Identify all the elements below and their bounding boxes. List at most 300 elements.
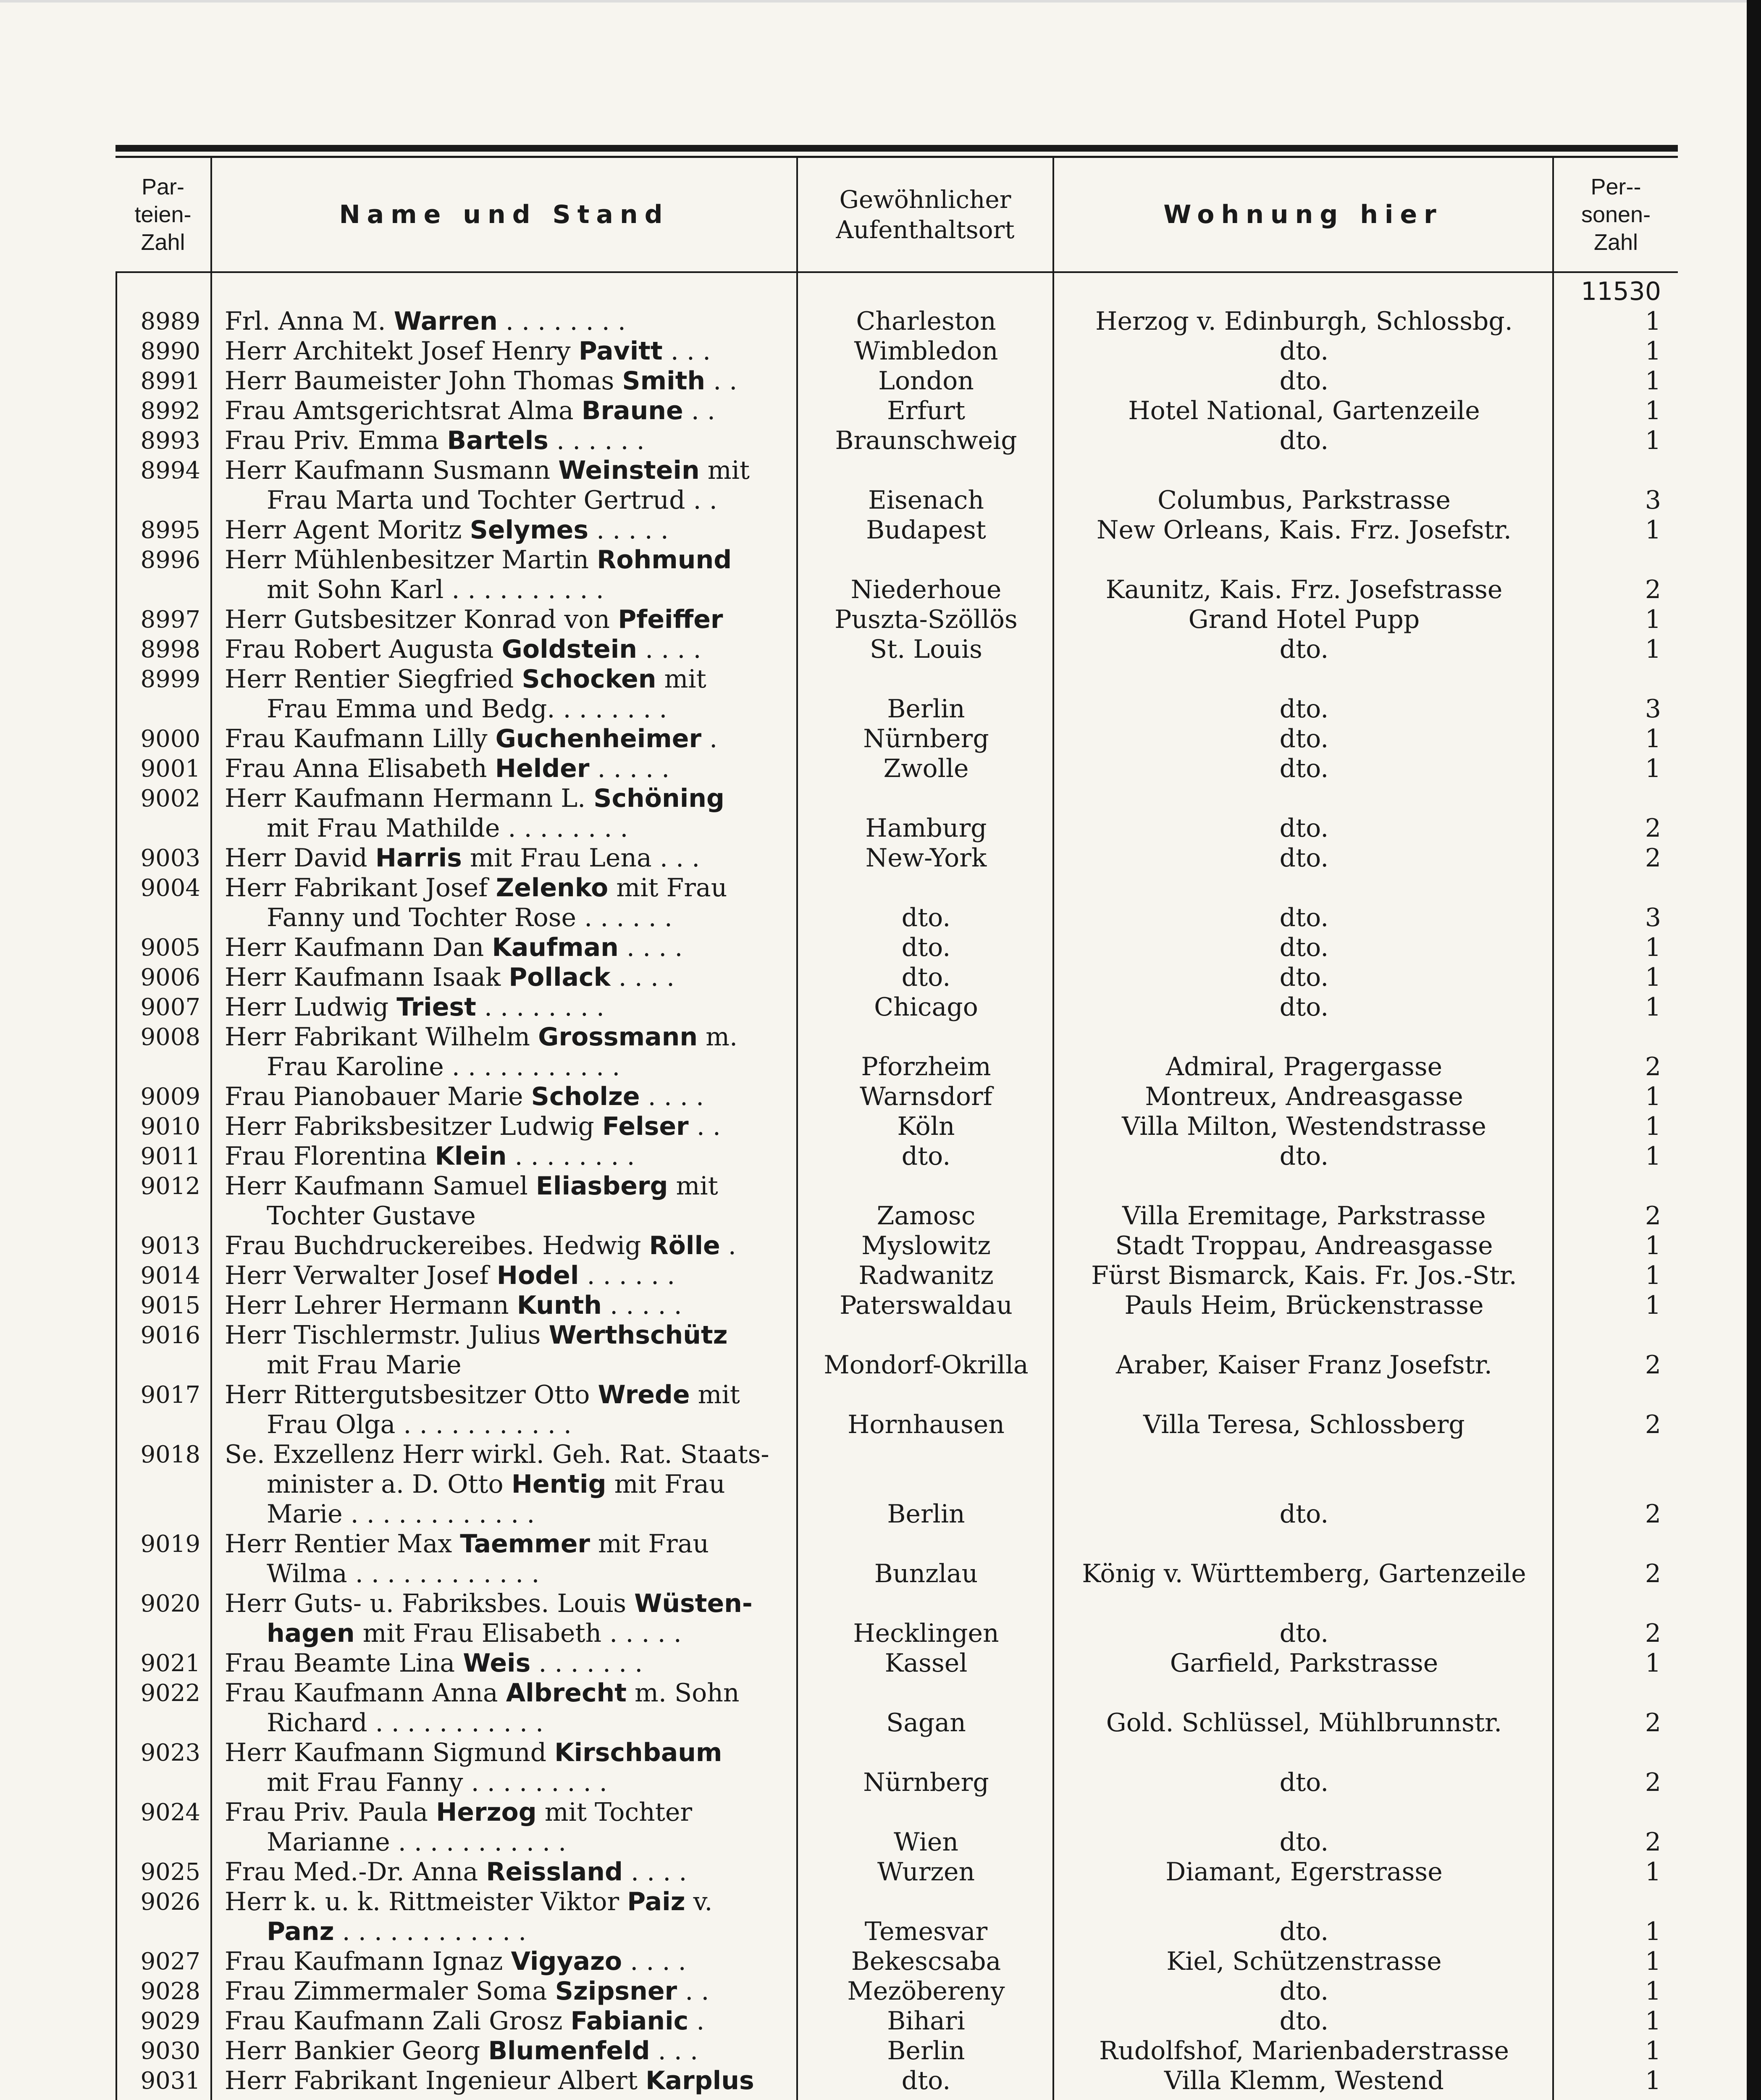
local-address: dto. (1279, 1827, 1329, 1857)
local-address: Montreux, Andreasgasse (1145, 1082, 1463, 1111)
surname: Grossmann (538, 1022, 698, 1052)
name-suffix: . . . . . . . (530, 1648, 643, 1678)
register-row (115, 545, 1678, 575)
register-row (115, 754, 1678, 784)
party-number (115, 1827, 212, 1857)
name-suffix: mit Frau Elisabeth . . . . . (354, 1619, 682, 1648)
surname: Kirschbaum (554, 1738, 722, 1767)
register-row (115, 2006, 1678, 2036)
carry-over-total: 11530 (1581, 277, 1661, 306)
usual-residence: Eisenach (868, 486, 984, 515)
party-number: 8993 (140, 427, 200, 454)
name-and-status (212, 2036, 798, 2066)
local-address: dto. (1279, 1977, 1329, 2006)
local-address (1054, 1589, 1554, 1619)
surname: Panz (267, 1917, 334, 1946)
usual-residence: dto. (901, 963, 951, 992)
usual-residence: dto. (901, 1142, 951, 1171)
usual-residence (798, 1887, 1054, 1917)
usual-residence: Erfurt (887, 396, 966, 425)
register-row (115, 814, 1678, 843)
party-number: 9004 (140, 874, 200, 902)
person-count: 1 (1645, 2006, 1661, 2036)
name-and-status (212, 1052, 798, 1082)
register-row (115, 1589, 1678, 1619)
name-suffix: . . . . (622, 1947, 686, 1976)
person-count: 3 (1645, 903, 1661, 932)
local-address (1054, 784, 1554, 814)
local-address: dto. (1279, 814, 1329, 843)
name-text: Herr Lehrer Hermann (225, 1291, 517, 1320)
surname: Hodel (496, 1261, 579, 1290)
person-count (1554, 1887, 1678, 1917)
name-text: Herr Kaufmann Susmann (225, 456, 559, 485)
party-number: 9017 (140, 1381, 200, 1409)
name-text: Herr Fabrikant Ingenieur Albert (225, 2066, 646, 2095)
party-number (115, 1559, 212, 1589)
header-personen-zahl: Per-- sonen- Zahl (1581, 174, 1651, 255)
party-number: 9028 (140, 1978, 200, 2005)
usual-residence: Temesvar (864, 1917, 988, 1946)
party-number: 9016 (140, 1322, 200, 1349)
register-row (115, 1380, 1678, 1410)
register-row (115, 515, 1678, 545)
local-address: Diamant, Egerstrasse (1165, 1857, 1443, 1887)
name-text: Herr Fabriksbesitzer Ludwig (225, 1112, 602, 1141)
person-count: 2 (1645, 1052, 1661, 1082)
party-number (115, 1499, 212, 1529)
usual-residence: Sagan (886, 1708, 966, 1738)
name-suffix: . . . . (640, 1082, 704, 1111)
person-count (1554, 1380, 1678, 1410)
surname: Guchenheimer (495, 724, 702, 753)
name-text: Frau Amtsgerichtsrat Alma (225, 396, 582, 425)
usual-residence (798, 1171, 1054, 1201)
name-and-status (212, 1440, 798, 1470)
person-count: 3 (1645, 486, 1661, 515)
local-address (1054, 873, 1554, 903)
name-text: Frau Robert Augusta (225, 635, 502, 664)
name-suffix: . . . (650, 2036, 698, 2066)
local-address: dto. (1279, 1142, 1329, 1171)
party-number: 9003 (140, 845, 200, 872)
local-address: Admiral, Pragergasse (1165, 1052, 1443, 1082)
name-suffix: . . (705, 366, 737, 396)
usual-residence: Wien (894, 1827, 958, 1857)
person-count: 1 (1645, 307, 1661, 336)
person-count: 2 (1645, 814, 1661, 843)
usual-residence: Radwanitz (858, 1261, 994, 1290)
usual-residence: dto. (901, 2066, 951, 2095)
name-text: Frau Pianobauer Marie (225, 1082, 531, 1111)
name-suffix: mit (656, 664, 706, 694)
name-and-status (212, 1261, 798, 1291)
person-count: 1 (1645, 754, 1661, 783)
person-count: 1 (1645, 2036, 1661, 2066)
usual-residence (798, 1022, 1054, 1052)
name-and-status (212, 456, 798, 486)
name-and-status (212, 1470, 798, 1499)
page-total (1554, 2096, 1678, 2100)
surname: Hentig (511, 1470, 606, 1499)
name-and-status (212, 903, 798, 933)
party-number: 9006 (140, 964, 200, 991)
register-row (115, 1320, 1678, 1350)
register-row (115, 1112, 1678, 1142)
name-text: Richard . . . . . . . . . . . (267, 1708, 544, 1738)
surname: Selymes (470, 515, 589, 545)
person-count: 1 (1645, 1231, 1661, 1260)
name-text: Herr Bankier Georg (225, 2036, 488, 2066)
local-address (1054, 1678, 1554, 1708)
register-row (115, 2036, 1678, 2066)
column-divider (1052, 273, 1054, 2100)
party-number: 9005 (140, 934, 200, 961)
column-divider (115, 273, 117, 2100)
register-row (115, 1082, 1678, 1112)
local-address (1054, 1171, 1554, 1201)
local-address: Villa Eremitage, Parkstrasse (1122, 1201, 1486, 1231)
name-suffix: . . . . (637, 635, 701, 664)
name-text: Marie . . . . . . . . . . . . (267, 1499, 535, 1529)
local-address: dto. (1279, 366, 1329, 396)
register-row (115, 664, 1678, 694)
name-text: Frau Priv. Paula (225, 1798, 436, 1827)
party-number: 9019 (140, 1530, 200, 1558)
name-and-status (212, 1231, 798, 1261)
name-and-status (212, 307, 798, 336)
local-address (1054, 1380, 1554, 1410)
surname: Wüsten- (634, 1589, 753, 1618)
name-and-status (212, 1022, 798, 1052)
local-address (1054, 456, 1554, 486)
local-address (1054, 1798, 1554, 1827)
name-suffix: . . . . (610, 963, 675, 992)
usual-residence (798, 1738, 1054, 1768)
person-count: 1 (1645, 1142, 1661, 1171)
name-text: Herr Baumeister John Thomas (225, 366, 622, 396)
party-number: 9007 (140, 994, 200, 1021)
name-text: Frau Zimmermaler Soma (225, 1977, 555, 2006)
register-page (115, 145, 1678, 2100)
name-and-status (212, 1201, 798, 1231)
party-number (115, 814, 212, 843)
person-count (1554, 873, 1678, 903)
name-text: Frau Priv. Emma (225, 426, 447, 455)
name-and-status (212, 605, 798, 635)
local-address (1054, 1022, 1554, 1052)
usual-residence: Bihari (887, 2006, 965, 2036)
surname: Blumenfeld (488, 2036, 650, 2066)
person-count: 1 (1645, 1291, 1661, 1320)
name-and-status (212, 635, 798, 664)
name-text: Frau Emma und Bedg. . . . . . . . (267, 694, 667, 724)
party-number: 9009 (140, 1083, 200, 1110)
person-count: 1 (1645, 1648, 1661, 1678)
person-count: 2 (1645, 1201, 1661, 1231)
register-row (115, 694, 1678, 724)
usual-residence: St. Louis (870, 635, 982, 664)
usual-residence: Hamburg (865, 814, 987, 843)
name-and-status (212, 724, 798, 754)
register-row (115, 1440, 1678, 1470)
usual-residence: Nürnberg (863, 724, 989, 753)
local-address: dto. (1279, 1619, 1329, 1648)
usual-residence (798, 1529, 1054, 1559)
local-address: dto. (1279, 426, 1329, 455)
usual-residence: Berlin (887, 694, 965, 724)
party-number: 9018 (140, 1441, 200, 1468)
surname: Klein (435, 1142, 507, 1171)
local-address: dto. (1279, 635, 1329, 664)
name-text: Herr David (225, 843, 375, 873)
party-number: 8990 (140, 338, 200, 365)
name-and-status (212, 2066, 798, 2096)
usual-residence: Hornhausen (848, 1410, 1005, 1439)
register-row (115, 933, 1678, 963)
person-count: 2 (1645, 1499, 1661, 1529)
person-count (1554, 456, 1678, 486)
usual-residence (798, 1589, 1054, 1619)
person-count: 1 (1645, 1112, 1661, 1141)
person-count: 1 (1645, 515, 1661, 545)
party-number: 8989 (140, 308, 200, 335)
name-and-status (212, 1947, 798, 1977)
name-and-status (212, 1171, 798, 1201)
name-text: Se. Exzellenz Herr wirkl. Geh. Rat. Staats- (225, 1440, 769, 1469)
name-suffix: m. (698, 1022, 738, 1052)
name-suffix: . . . . (622, 1857, 687, 1887)
local-address: Hotel National, Gartenzeile (1128, 396, 1480, 425)
party-number (115, 486, 212, 515)
register-row (115, 1648, 1678, 1678)
person-count: 2 (1645, 1619, 1661, 1648)
local-address: dto. (1279, 724, 1329, 753)
usual-residence: Berlin (887, 1499, 965, 1529)
party-number: 8996 (140, 546, 200, 574)
name-suffix: . . . . . . (548, 426, 645, 455)
name-text: Herr Kaufmann Dan (225, 933, 492, 962)
party-number: 8992 (140, 397, 200, 425)
name-and-status (212, 1410, 798, 1440)
person-count (1554, 1738, 1678, 1768)
name-suffix: . . (688, 1112, 721, 1141)
usual-residence: Wimbledon (854, 336, 998, 366)
surname: Reissland (486, 1857, 623, 1887)
name-text: Herr Rittergutsbesitzer Otto (225, 1380, 598, 1410)
surname: Bartels (447, 426, 549, 455)
surname: Schocken (522, 664, 656, 694)
local-address: Pauls Heim, Brückenstrasse (1124, 1291, 1484, 1320)
surname: Rölle (649, 1231, 720, 1260)
surname: Fabianic (570, 2006, 689, 2036)
name-and-status (212, 1291, 798, 1320)
name-suffix: . (720, 1231, 736, 1260)
local-address (1054, 1887, 1554, 1917)
surname: Helder (495, 754, 590, 783)
name-text: Herr Ludwig (225, 992, 397, 1022)
usual-residence (798, 545, 1054, 575)
name-suffix: mit (668, 1171, 718, 1201)
surname: Wrede (598, 1380, 690, 1410)
table-header (115, 158, 1678, 273)
name-and-status (212, 873, 798, 903)
local-address: dto. (1279, 992, 1329, 1022)
name-suffix: . (701, 724, 718, 753)
name-and-status (212, 784, 798, 814)
party-number (115, 1052, 212, 1082)
person-count: 2 (1645, 1559, 1661, 1588)
surname: Werthschütz (549, 1320, 728, 1350)
name-and-status (212, 545, 798, 575)
usual-residence (798, 1470, 1054, 1499)
name-suffix: . . (677, 1977, 709, 2006)
register-row (115, 1947, 1678, 1977)
party-number: 9025 (140, 1858, 200, 1886)
register-row (115, 366, 1678, 396)
party-number: 9015 (140, 1292, 200, 1319)
usual-residence: Hecklingen (853, 1619, 999, 1648)
party-number: 8991 (140, 368, 200, 395)
name-and-status (212, 1678, 798, 1708)
person-count: 1 (1645, 1917, 1661, 1946)
local-address (1054, 1470, 1554, 1499)
name-text: Frau Marta und Tochter Gertrud . . (267, 486, 717, 515)
person-count: 2 (1645, 1708, 1661, 1738)
usual-residence: Budapest (866, 515, 986, 545)
name-and-status (212, 1589, 798, 1619)
register-row (115, 1350, 1678, 1380)
party-number (115, 1201, 212, 1231)
register-row (115, 1977, 1678, 2006)
party-number (115, 1470, 212, 1499)
surname: Pavitt (578, 336, 663, 366)
party-number: 9012 (140, 1173, 200, 1200)
name-text: Herr Gutsbesitzer Konrad von (225, 605, 618, 634)
local-address: Herzog v. Edinburgh, Schlossbg. (1095, 307, 1513, 336)
register-row (115, 605, 1678, 635)
name-text: Frau Kaufmann Zali Grosz (225, 2006, 571, 2036)
name-text: Herr Kaufmann Isaak (225, 963, 509, 992)
top-rule (115, 145, 1678, 152)
name-suffix: mit Frau (608, 873, 727, 903)
local-address: dto. (1279, 1768, 1329, 1797)
register-row (115, 963, 1678, 992)
local-address: Stadt Troppau, Andreasgasse (1115, 1231, 1493, 1260)
party-number (115, 1768, 212, 1798)
name-suffix: . . . . . . . . (497, 307, 626, 336)
name-and-status (212, 1529, 798, 1559)
name-and-status (212, 396, 798, 426)
name-and-status (212, 1798, 798, 1827)
register-row (115, 1798, 1678, 1827)
register-row (115, 724, 1678, 754)
register-row (115, 843, 1678, 873)
name-suffix: mit Frau Lena . . . (462, 843, 700, 873)
party-number: 8995 (140, 517, 200, 544)
local-address: Villa Klemm, Westend (1164, 2066, 1444, 2095)
person-count: 1 (1645, 396, 1661, 425)
column-divider (1552, 273, 1554, 2100)
name-and-status (212, 1142, 798, 1171)
usual-residence: Warnsdorf (860, 1082, 992, 1111)
usual-residence (798, 664, 1054, 694)
name-text: Herr Verwalter Josef (225, 1261, 497, 1290)
name-suffix: mit Frau (606, 1470, 725, 1499)
local-address: dto. (1279, 1917, 1329, 1946)
usual-residence: Berlin (887, 2036, 965, 2066)
party-number: 9029 (140, 2008, 200, 2035)
usual-residence: Zamosc (877, 1201, 976, 1231)
name-and-status (212, 1112, 798, 1142)
name-text: Frau Karoline . . . . . . . . . . . (267, 1052, 620, 1082)
surname: Schöning (593, 784, 724, 813)
person-count: 1 (1645, 963, 1661, 992)
person-count (1554, 1022, 1678, 1052)
name-and-status (212, 1082, 798, 1112)
column-divider (796, 273, 798, 2100)
name-text: Fanny und Tochter Rose . . . . . . (267, 903, 672, 932)
usual-residence: Chicago (874, 992, 978, 1022)
surname: Pfeiffer (618, 605, 723, 634)
party-number (115, 903, 212, 933)
local-address: New Orleans, Kais. Frz. Josefstr. (1097, 515, 1512, 545)
person-count: 1 (1645, 635, 1661, 664)
party-number: 9011 (140, 1143, 200, 1170)
register-row (115, 1768, 1678, 1798)
register-row (115, 1857, 1678, 1887)
party-number: 9027 (140, 1948, 200, 1975)
party-number: 8994 (140, 457, 200, 484)
register-row (115, 903, 1678, 933)
person-count: 1 (1645, 1082, 1661, 1111)
surname: hagen (267, 1619, 355, 1648)
person-count: 1 (1645, 724, 1661, 753)
header-name-und-stand: Name und Stand (212, 158, 798, 271)
name-and-status (212, 1887, 798, 1917)
usual-residence: Myslowitz (861, 1231, 991, 1260)
person-count (1554, 1798, 1678, 1827)
name-suffix: . . . . . . . . . . . . (334, 1917, 527, 1946)
usual-residence: Puszta-Szöllös (835, 605, 1018, 634)
person-count (1554, 1589, 1678, 1619)
usual-residence (798, 1798, 1054, 1827)
register-row (115, 1619, 1678, 1648)
column-divider (210, 273, 212, 2100)
person-count: 1 (1645, 1261, 1661, 1290)
usual-residence: Pforzheim (861, 1052, 991, 1082)
surname: Kunth (517, 1291, 602, 1320)
register-row (115, 1142, 1678, 1171)
local-address: König v. Württemberg, Gartenzeile (1082, 1559, 1526, 1588)
local-address: dto. (1279, 754, 1329, 783)
person-count: 2 (1645, 575, 1661, 604)
scan-edge (1747, 0, 1761, 2100)
name-and-status (212, 1827, 798, 1857)
party-number: 9014 (140, 1262, 200, 1289)
name-suffix: . (688, 2006, 705, 2036)
party-number (115, 1708, 212, 1738)
register-row (115, 1231, 1678, 1261)
surname: Kaufman (492, 933, 619, 962)
party-number: 9020 (140, 1590, 200, 1617)
name-and-status (212, 1619, 798, 1648)
usual-residence: Paterswaldau (840, 1291, 1013, 1320)
local-address: Rudolfshof, Marienbaderstrasse (1099, 2036, 1509, 2066)
name-text: mit Frau Fanny . . . . . . . . . (267, 1768, 607, 1797)
surname: Karplus (646, 2066, 754, 2095)
name-text: Herr Rentier Siegfried (225, 664, 522, 694)
